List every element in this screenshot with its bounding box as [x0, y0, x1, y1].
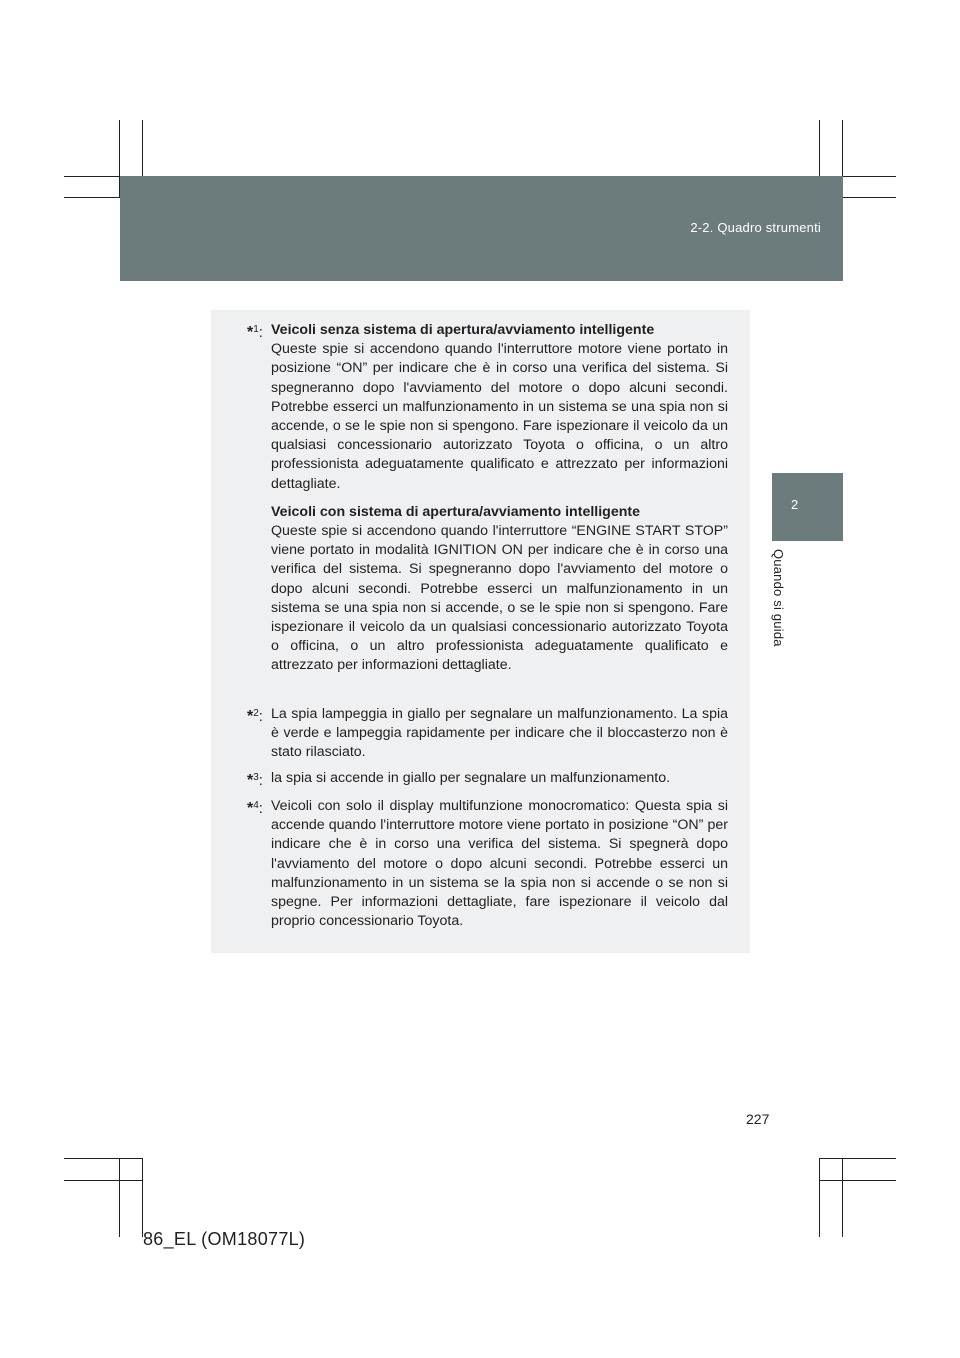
footnote-text: la spia si accende in giallo per segnalare un malfunzionamento.: [271, 770, 671, 786]
footnote-marker: *$^3$:: [247, 772, 263, 789]
crop-mark: [819, 1158, 820, 1237]
crop-mark: [819, 1158, 896, 1159]
crop-mark: [119, 1158, 120, 1237]
footnote-marker: *$^1$:: [247, 324, 263, 341]
crop-mark: [64, 1180, 143, 1181]
footnote-heading: Veicoli con sistema di apertura/avviamento intelligente: [271, 503, 640, 520]
footnote-text: La spia lampeggia in giallo per segnalare un malfunzionamento. La spia è verde e lampeggia rapidamente per indicare che il bloccasterzo non è stato rilasciato.: [271, 706, 728, 761]
chapter-label: Quando si guida: [771, 549, 786, 647]
chapter-label-container: [771, 549, 810, 709]
footnote-text: Veicoli con solo il display multifunzione monocromatico: Questa spia si accende quando l'interruttore motore viene portato in posizione “ON” per indicare che è in corso una verifica del sistema. Si spegnerà dopo l'avviamento del motore o dopo alcuni secondi. Potrebbe esserci un malfunzionamento in un sistema se la spia non si accende o se non si spegne. Per informazioni dettagliate, fare ispezionare il veicolo dal proprio concessionario Toyota.: [271, 798, 728, 930]
footnote-text: Queste spie si accendono quando l'interruttore “ENGINE START STOP” viene portato in modalità IGNITION ON per indicare che è in corso una verifica del sistema. Si spegneranno dopo l'avviamento del motore o dopo alcuni secondi. Potrebbe esserci un malfunzionamento in un sistema se una spia non si accende, o se le spie non si spengono. Fare ispezionare il veicolo da un qualsiasi concessionario autorizzato Toyota o officina, o un altro professionista adeguatamente qualificato e attrezzato per informazioni dettagliate.: [271, 523, 728, 674]
footnote-text: Queste spie si accendono quando l'interruttore motore viene portato in posizione “ON” per indicare che è in corso una verifica del sistema. Si spegneranno dopo l'avviamento del motore o dopo alcuni secondi. Potrebbe esserci un malfunzionamento in un sistema se una spia non si accende, o se le spie non si spengono. Fare ispezionare il veicolo da un qualsiasi concessionario autorizzato Toyota o officina, o un altro professionista adeguatamente qualificato e attrezzato per informazioni dettagliate.: [271, 341, 728, 492]
footnote-body: [271, 321, 728, 676]
crop-mark: [64, 1158, 143, 1159]
section-header-bar: [120, 176, 843, 281]
footnote-marker: *$^4$:: [247, 800, 263, 817]
chapter-number: 2: [791, 497, 799, 512]
document-code: 86_EL (OM18077L): [143, 1229, 306, 1249]
crop-mark: [842, 1158, 843, 1237]
crop-mark: [142, 1158, 143, 1237]
footnote-marker: *$^2$:: [247, 708, 263, 725]
chapter-tab: [772, 473, 843, 541]
footnotes-box: [211, 310, 750, 953]
page-number: 227: [746, 1111, 770, 1127]
footnote-heading: Veicoli senza sistema di apertura/avviamento intelligente: [271, 322, 655, 338]
crop-mark: [819, 1180, 896, 1181]
section-title: 2-2. Quadro strumenti: [690, 220, 821, 235]
